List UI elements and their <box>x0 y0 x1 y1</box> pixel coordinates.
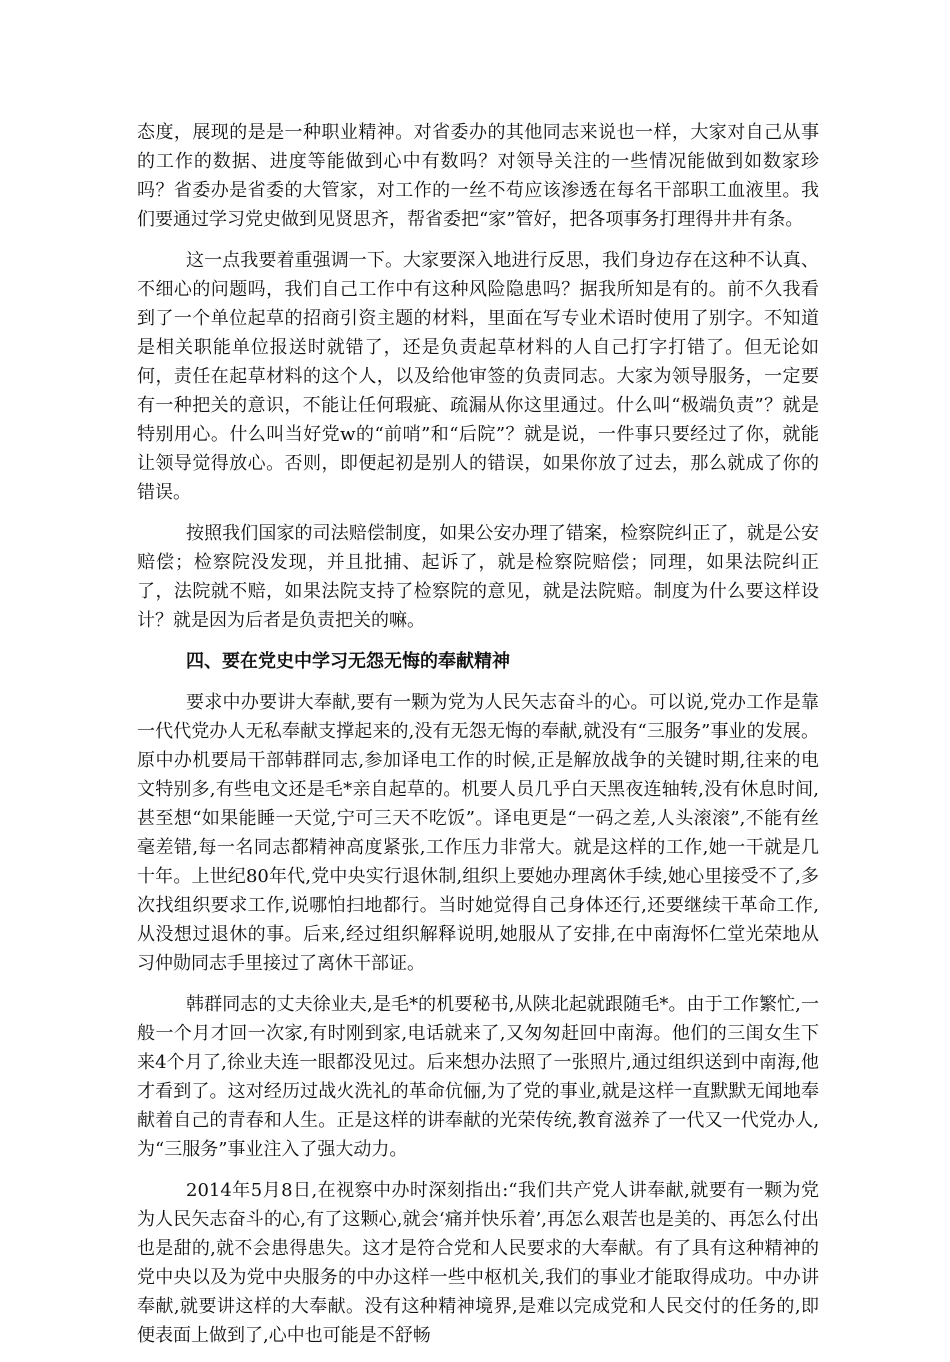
paragraph-4: 要求中办要讲大奉献,要有一颗为党为人民矢志奋斗的心。可以说,党办工作是靠一代代党办人无私奉献支撑起来的,没有无怨无悔的奉献,就没有“三服务”事业的发展。原中办机要局干部韩群同志,参加译电工作的时候,正是解放战争的关键时期,往来的电文特别多,有些电文还是毛*亲自起草的。机要人员几乎白天黑夜连轴转,没有休息时间,甚至想“如果能睡一天觉,宁可三天不吃饭”。译电更是“一码之差,人头滚滚”,不能有丝毫差错,每一名同志都精神高度紧张,工作压力非常大。就是这样的工作,她一干就是几十年。上世纪80年代,党中央实行退休制,组织上要她办理离休手续,她心里接受不了,多次找组织要求工作,说哪怕扫地都行。当时她觉得自己身体还行,还要继续干革命工作,从没想过退休的事。后来,经过组织解释说明,她服从了安排,在中南海怀仁堂光荣地从习仲勋同志手里接过了离休干部证。 <box>137 692 819 974</box>
paragraph-3: 按照我们国家的司法赔偿制度，如果公安办理了错案，检察院纠正了，就是公安赔偿；检察院没发现，并且批捕、起诉了，就是检察院赔偿；同理，如果法院纠正了，法院就不赔，如果法院支持了检察院的意见，就是法院赔。制度为什么要这样设计？就是因为后者是负责把关的嘛。 <box>137 523 819 631</box>
paragraph-1: 态度，展现的是是一种职业精神。对省委办的其他同志来说也一样，大家对自己从事的工作的数据、进度等能做到心中有数吗？对领导关注的一些情况能做到如数家珍吗？省委办是省委的大管家，对工作的一丝不苟应该渗透在每名干部职工血液里。我们要通过学习党史做到见贤思齐，帮省委把“家”管好，把各项事务打理得井井有条。 <box>137 122 819 230</box>
paragraph-6: 2014年5月8日,在视察中办时深刻指出:“我们共产党人讲奉献,就要有一颗为党为人民矢志奋斗的心,有了这颗心,就会‘痛并快乐着’,再怎么艰苦也是美的、再怎么付出也是甜的,就不会患得患失。这才是符合党和人民要求的大奉献。有了具有这种精神的党中央以及为党中央服务的中办这样一些中枢机关,我们的事业才能取得成功。中办讲奉献,就要讲这样的大奉献。没有这种精神境界,是难以完成党和人民交付的任务的,即便表面上做到了,心中也可能是不舒畅 <box>137 1180 819 1346</box>
paragraph-2: 这一点我要着重强调一下。大家要深入地进行反思，我们身边存在这种不认真、不细心的问题吗，我们自己工作中有这种风险隐患吗？据我所知是有的。前不久我看到了一个单位起草的招商引资主题的材料，里面在写专业术语时使用了别字。不知道是相关职能单位报送时就错了，还是负责起草材料的人自己打字打错了。但无论如何，责任在起草材料的这个人，以及给他审签的负责同志。大家为领导服务，一定要有一种把关的意识，不能让任何瑕疵、疏漏从你这里通过。什么叫“极端负责”？就是特别用心。什么叫当好党w的“前哨”和“后院”？就是说，一件事只要经过了你，就能让领导觉得放心。否则，即便起初是别人的错误，如果你放了过去，那么就成了你的错误。 <box>137 250 819 503</box>
section-heading: 四、要在党史中学习无怨无悔的奉献精神 <box>186 651 510 672</box>
document-body <box>137 118 819 1362</box>
paragraph-5: 韩群同志的丈夫徐业夫,是毛*的机要秘书,从陕北起就跟随毛*。由于工作繁忙,一般一个月才回一次家,有时刚到家,电话就来了,又匆匆赶回中南海。他们的三闺女生下来4个月了,徐业夫连一眼都没见过。后来想办法照了一张照片,通过组织送到中南海,他才看到了。这对经历过战火洗礼的革命伉俪,为了党的事业,就是这样一直默默无闻地奉献着自己的青春和人生。正是这样的讲奉献的光荣传统,教育滋养了一代又一代党办人,为“三服务”事业注入了强大动力。 <box>137 994 819 1160</box>
